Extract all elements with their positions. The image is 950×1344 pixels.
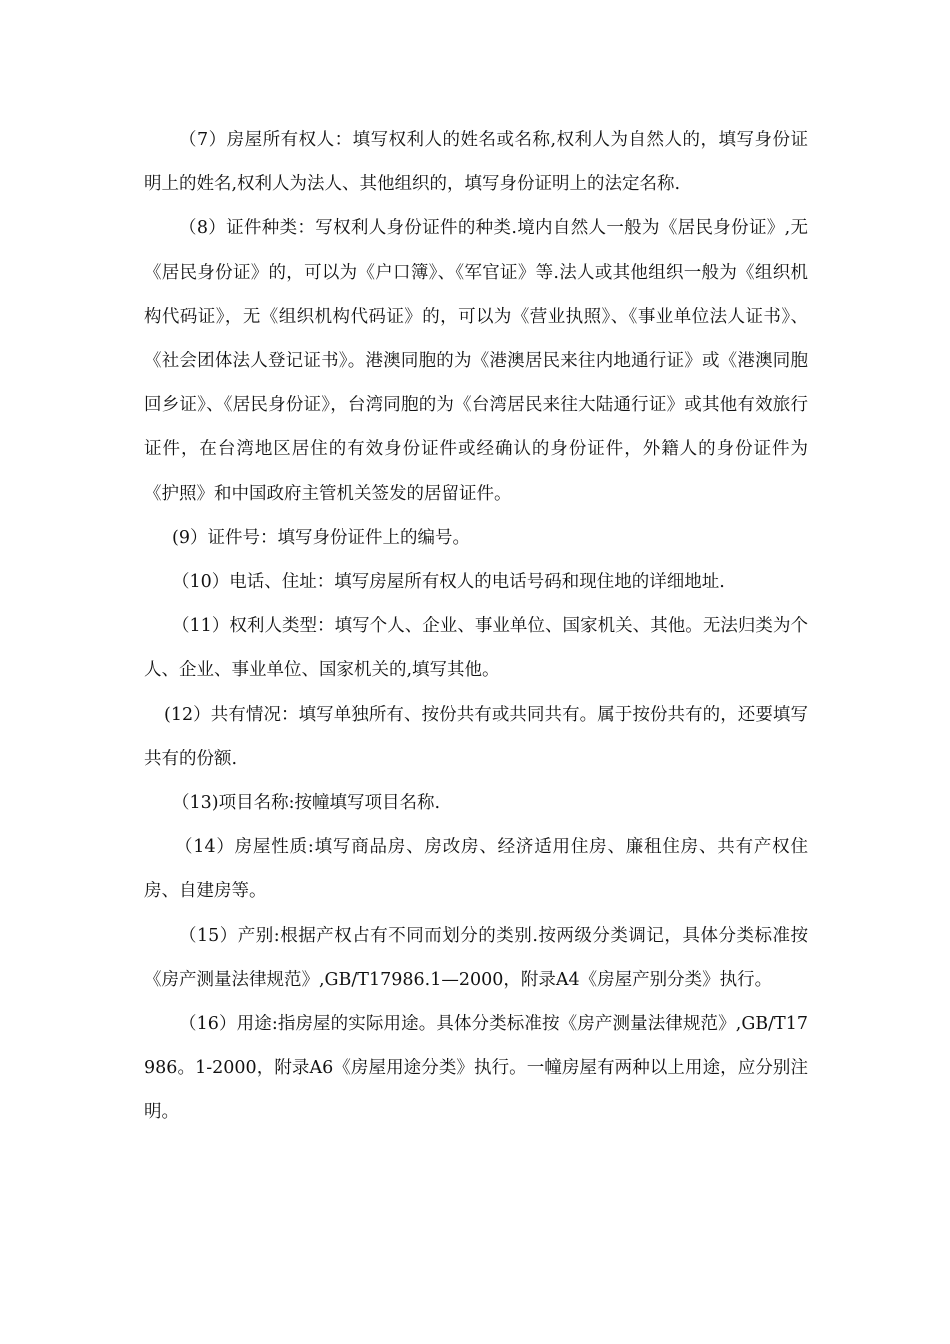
paragraph-16-usage: （16）用途:指房屋的实际用途。具体分类标准按《房产测量法律规范》,GB/T17986。1-2000，附录A6《房屋用途分类》执行。一幢房屋有两种以上用途，应分别注明。 — [144, 1014, 808, 1123]
paragraph-8-id-type: （8）证件种类：写权利人身份证件的种类.境内自然人一般为《居民身份证》,无《居民身份证》的，可以为《户口簿》、《军官证》等.法人或其他组织一般为《组织机构代码证》，无《组织机构代码证》的，可以为《营业执照》、《事业单位法人证书》、《社会团体法人登记证书》。港澳同胞的为《港澳居民来往内地通行证》或《港澳同胞回乡证》、《居民身份证》，台湾同胞的为《台湾居民来往大陆通行证》或其他有效旅行证件，在台湾地区居住的有效身份证件或经确认的身份证件，外籍人的身份证件为《护照》和中国政府主管机关签发的居留证件。 — [144, 218, 808, 504]
paragraph-12-co-ownership: (12）共有情况：填写单独所有、按份共有或共同共有。属于按份共有的，还要填写共有的份额. — [144, 704, 808, 769]
paragraph-11-owner-type: （11）权利人类型：填写个人、企业、事业单位、国家机关、其他。无法归类为个人、企业、事业单位、国家机关的,填写其他。 — [144, 616, 808, 681]
paragraph-9-id-number: (9）证件号：填写身份证件上的编号。 — [172, 527, 470, 548]
paragraph-10-phone-address: （10）电话、住址：填写房屋所有权人的电话号码和现住地的详细地址. — [172, 572, 725, 593]
paragraph-7-owner: （7）房屋所有权人：填写权利人的姓名或名称,权利人为自然人的，填写身份证明上的姓名,权利人为法人、其他组织的，填写身份证明上的法定名称. — [144, 130, 808, 195]
paragraph-13-project-name: （13)项目名称:按幢填写项目名称. — [172, 793, 441, 814]
paragraph-14-house-nature: （14）房屋性质:填写商品房、房改房、经济适用住房、廉租住房、共有产权住房、自建房等。 — [144, 837, 808, 902]
document-body — [144, 118, 808, 1135]
paragraph-15-property-class: （15）产别:根据产权占有不同而划分的类别.按两级分类调记，具体分类标准按《房产测量法律规范》,GB/T17986.1—2000，附录A4《房屋产别分类》执行。 — [144, 925, 808, 990]
